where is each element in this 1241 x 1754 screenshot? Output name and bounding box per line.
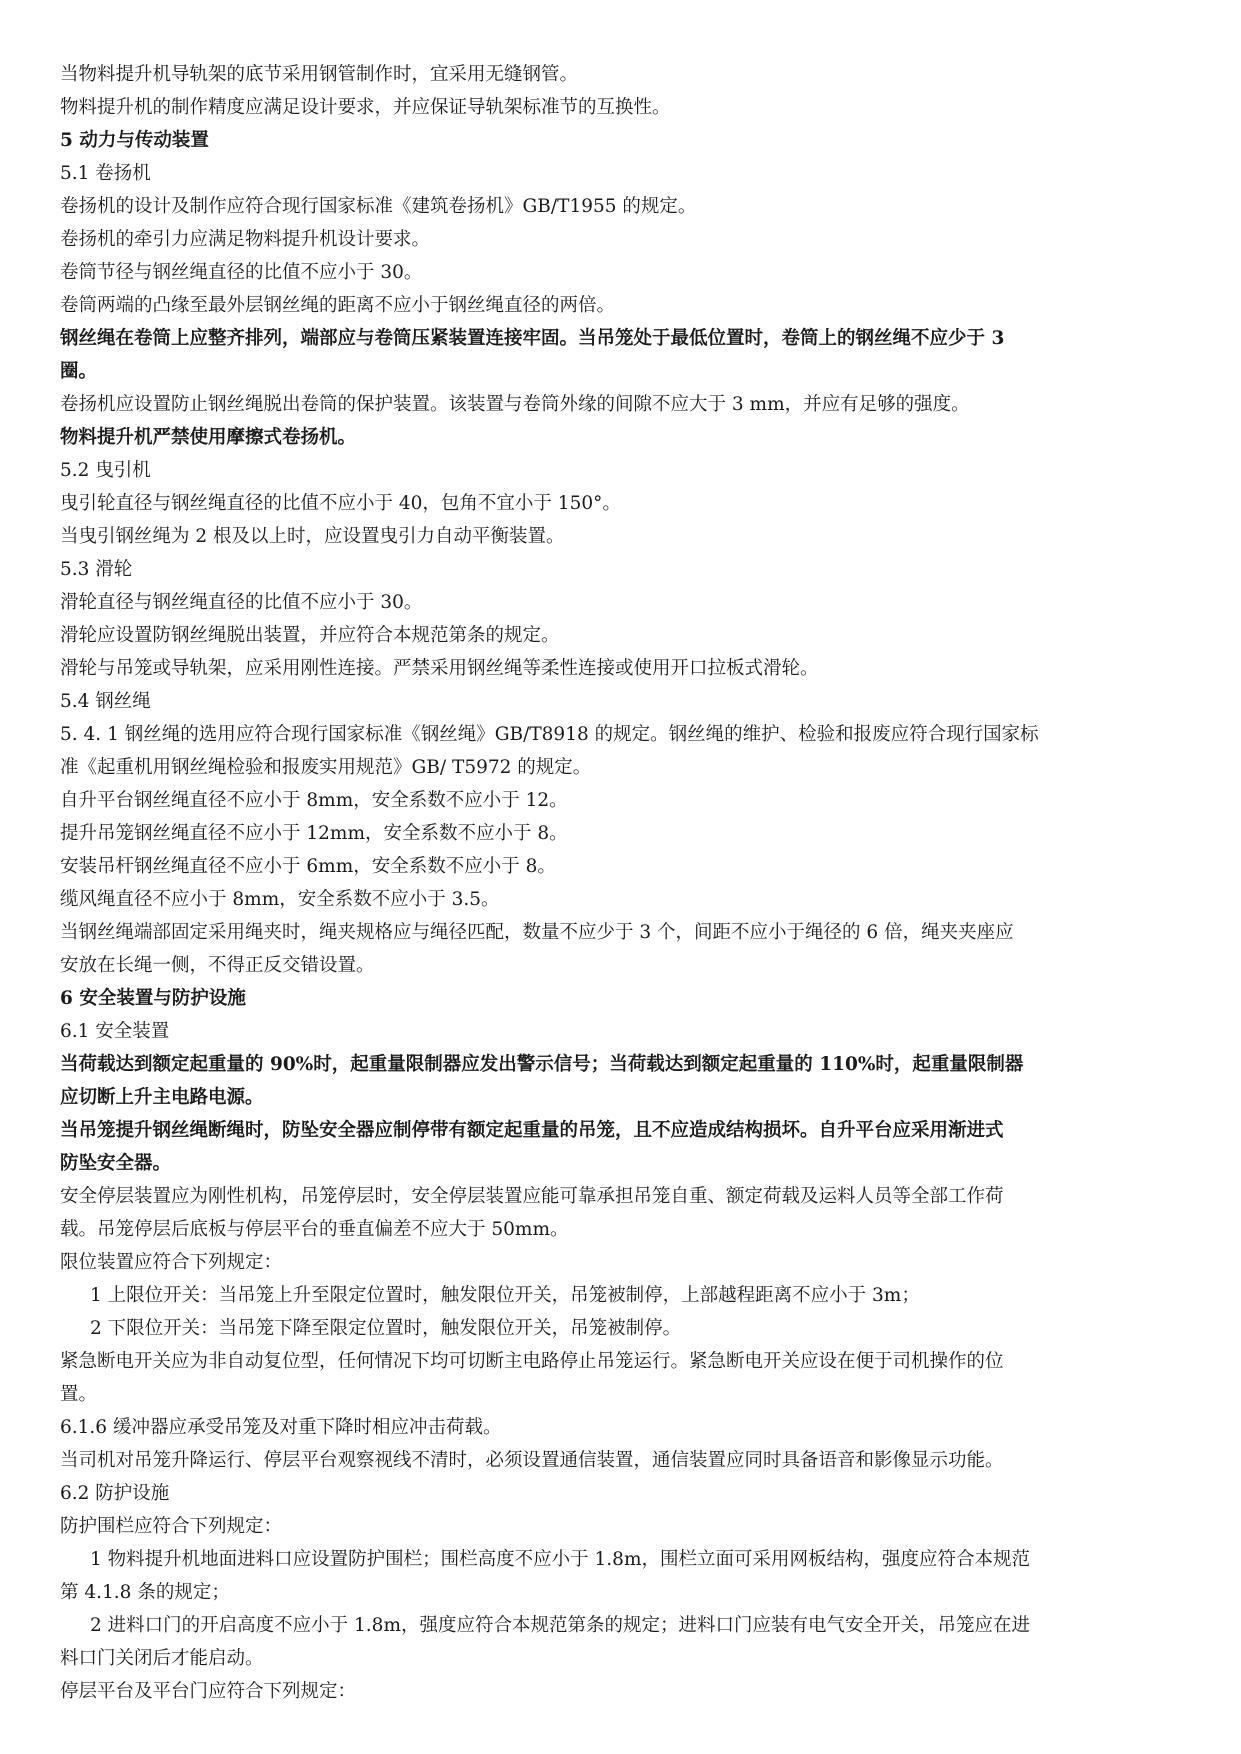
text-line: 当钢丝绳端部固定采用绳夹时，绳夹规格应与绳径匹配，数量不应少于 3 个，间距不应小于绳径的 6 倍，绳夹夹座应	[60, 922, 1014, 943]
bold-text-line: 5 动力与传动装置	[60, 130, 209, 151]
bold-text-line: 6 安全装置与防护设施	[60, 988, 246, 1009]
text-line: 2 进料口门的开启高度不应小于 1.8m，强度应符合本规范第条的规定；进料口门应装有电气安全开关，吊笼应在进	[90, 1615, 1030, 1636]
text-line: 料口门关闭后才能启动。	[60, 1648, 264, 1669]
text-line: 6.1 安全装置	[60, 1021, 170, 1042]
text-line: 防护围栏应符合下列规定：	[60, 1516, 283, 1537]
text-line: 6.1.6 缓冲器应承受吊笼及对重下降时相应冲击荷载。	[60, 1417, 502, 1438]
text-line: 滑轮应设置防钢丝绳脱出装置，并应符合本规范第条的规定。	[60, 625, 560, 646]
text-line: 自升平台钢丝绳直径不应小于 8mm，安全系数不应小于 12。	[60, 790, 568, 811]
text-line: 卷扬机的设计及制作应符合现行国家标准《建筑卷扬机》GB/T1955 的规定。	[60, 196, 697, 217]
text-line: 5.3 滑轮	[60, 559, 133, 580]
text-line: 准《起重机用钢丝绳检验和报废实用规范》GB/ T5972 的规定。	[60, 757, 592, 778]
text-line: 2 下限位开关：当吊笼下降至限定位置时，触发限位开关，吊笼被制停。	[90, 1318, 682, 1339]
bold-text-line: 钢丝绳在卷筒上应整齐排列，端部应与卷筒压紧装置连接牢固。当吊笼处于最低位置时，卷筒上的钢丝绳不应少于 3	[60, 328, 1005, 349]
text-line: 缆风绳直径不应小于 8mm，安全系数不应小于 3.5。	[60, 889, 500, 910]
bold-text-line: 应切断上升主电路电源。	[60, 1087, 264, 1108]
text-line: 滑轮与吊笼或导轨架，应采用刚性连接。严禁采用钢丝绳等柔性连接或使用开口拉板式滑轮。	[60, 658, 819, 679]
text-line: 滑轮直径与钢丝绳直径的比值不应小于 30。	[60, 592, 423, 613]
bold-text-line: 当荷载达到额定起重量的 90%时，起重量限制器应发出警示信号；当荷载达到额定起重量的 110%时，起重量限制器	[60, 1054, 1024, 1075]
text-line: 5.2 曳引机	[60, 460, 151, 481]
text-line: 停层平台及平台门应符合下列规定：	[60, 1681, 357, 1702]
text-line: 载。吊笼停层后底板与停层平台的垂直偏差不应大于 50mm。	[60, 1219, 569, 1240]
text-line: 安全停层装置应为刚性机构，吊笼停层时，安全停层装置应能可靠承担吊笼自重、额定荷载及运料人员等全部工作荷	[60, 1186, 1004, 1207]
text-line: 5. 4. 1 钢丝绳的选用应符合现行国家标准《钢丝绳》GB/T8918 的规定。钢丝绳的维护、检验和报废应符合现行国家标	[60, 724, 1039, 745]
bold-text-line: 物料提升机严禁使用摩擦式卷扬机。	[60, 427, 357, 448]
text-line: 1 上限位开关：当吊笼上升至限定位置时，触发限位开关，吊笼被制停，上部越程距离不应小于 3m；	[90, 1285, 920, 1306]
text-line: 安放在长绳一侧，不得正反交错设置。	[60, 955, 375, 976]
text-line: 5.4 钢丝绳	[60, 691, 151, 712]
text-line: 卷扬机的牵引力应满足物料提升机设计要求。	[60, 229, 431, 250]
text-line: 置。	[60, 1384, 98, 1405]
text-line: 卷筒节径与钢丝绳直径的比值不应小于 30。	[60, 262, 423, 283]
text-line: 卷扬机应设置防止钢丝绳脱出卷筒的保护装置。该装置与卷筒外缘的间隙不应大于 3 mm，并应有足够的强度。	[60, 394, 970, 415]
text-line: 曳引轮直径与钢丝绳直径的比值不应小于 40，包角不宜小于 150°。	[60, 493, 621, 514]
document-page	[60, 58, 1190, 1708]
text-line: 限位装置应符合下列规定：	[60, 1252, 283, 1273]
text-line: 第 4.1.8 条的规定；	[60, 1582, 230, 1603]
text-line: 当物料提升机导轨架的底节采用钢管制作时，宜采用无缝钢管。	[60, 64, 579, 85]
text-line: 当司机对吊笼升降运行、停层平台观察视线不清时，必须设置通信装置，通信装置应同时具备语音和影像显示功能。	[60, 1450, 1004, 1471]
text-line: 5.1 卷扬机	[60, 163, 151, 184]
text-line: 卷筒两端的凸缘至最外层钢丝绳的距离不应小于钢丝绳直径的两倍。	[60, 295, 616, 316]
bold-text-line: 当吊笼提升钢丝绳断绳时，防坠安全器应制停带有额定起重量的吊笼，且不应造成结构损坏。自升平台应采用渐进式	[60, 1120, 1004, 1141]
text-line: 紧急断电开关应为非自动复位型，任何情况下均可切断主电路停止吊笼运行。紧急断电开关应设在便于司机操作的位	[60, 1351, 1004, 1372]
text-line: 安装吊杆钢丝绳直径不应小于 6mm，安全系数不应小于 8。	[60, 856, 556, 877]
bold-text-line: 圈。	[60, 361, 98, 382]
text-line: 当曳引钢丝绳为 2 根及以上时，应设置曳引力自动平衡装置。	[60, 526, 565, 547]
text-line: 物料提升机的制作精度应满足设计要求，并应保证导轨架标准节的互换性。	[60, 97, 671, 118]
bold-text-line: 防坠安全器。	[60, 1153, 172, 1174]
text-line: 6.2 防护设施	[60, 1483, 170, 1504]
text-line: 1 物料提升机地面进料口应设置防护围栏；围栏高度不应小于 1.8m，围栏立面可采用网板结构，强度应符合本规范	[90, 1549, 1030, 1570]
text-line: 提升吊笼钢丝绳直径不应小于 12mm，安全系数不应小于 8。	[60, 823, 568, 844]
